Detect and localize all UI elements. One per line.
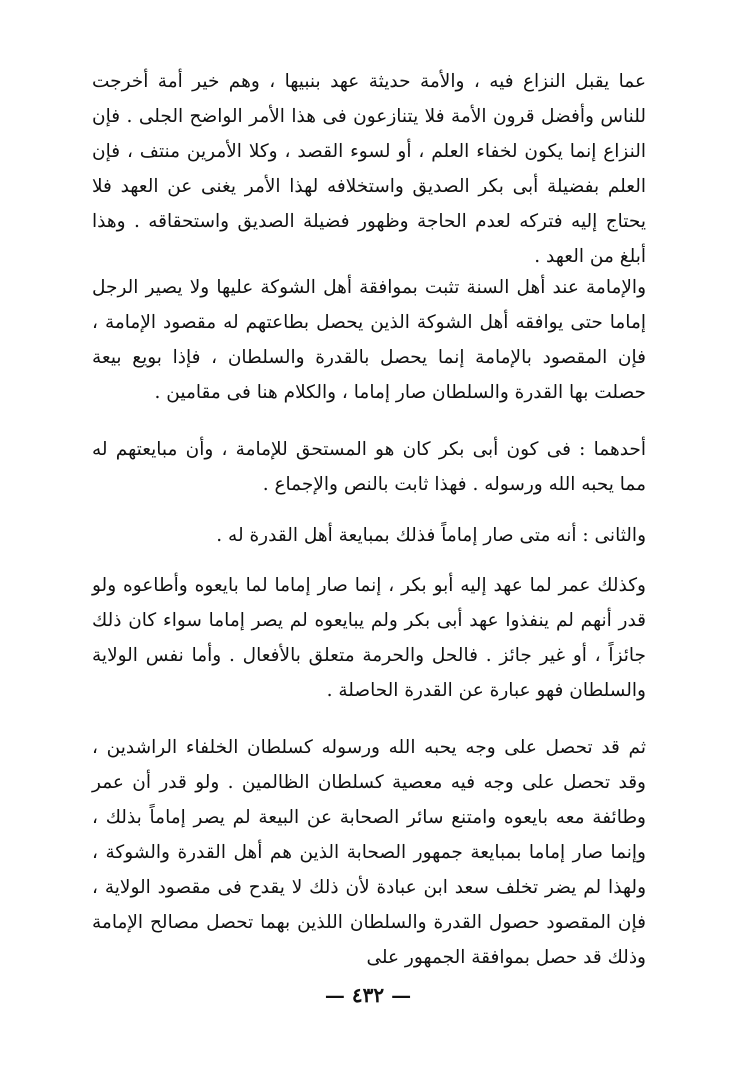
paragraph-5 — [92, 568, 646, 708]
page-number: — ٤٣٢ — — [324, 983, 412, 1007]
paragraph-text: أحدهما : فى كون أبى بكر كان هو المستحق للإمامة ، وأن مبايعتهم له مما يحبه الله ورسوله . فهذا ثابت بالنص والإجماع . — [92, 439, 646, 495]
paragraph-text: والثانى : أنه متى صار إماماً فذلك بمبايعة أهل القدرة له . — [216, 525, 646, 546]
paragraph-text: والإمامة عند أهل السنة تثبت بموافقة أهل الشوكة عليها ولا يصير الرجل إماما حتى يوافقه أهل الشوكة الذين يحصل بطاعتهم له مقصود الإمامة ، فإن المقصود بالإمامة إنما يحصل بالقدرة والسلطان ، فإذا بويع بيعة حصلت بها القدرة والسلطان صار إماما ، والكلام هنا فى مقامين . — [92, 277, 646, 403]
paragraph-text: وكذلك عمر لما عهد إليه أبو بكر ، إنما صار إماما لما بايعوه وأطاعوه ولو قدر أنهم لم ينفذوا عهد أبى بكر ولم يبايعوه لم يصر إماما سواء كان ذلك جائزاً ، أو غير جائز . فالحل والحرمة متعلق بالأفعال . وأما نفس الولاية والسلطان فهو عبارة عن القدرة الحاصلة . — [92, 575, 646, 701]
paragraph-2 — [92, 270, 646, 410]
paragraph-3 — [92, 432, 646, 502]
paragraph-text: عما يقبل النزاع فيه ، والأمة حديثة عهد بنبيها ، وهم خير أمة أخرجت للناس وأفضل قرون الأمة فلا يتنازعون فى هذا الأمر الواضح الجلى . فإن النزاع إنما يكون لخفاء العلم ، أو لسوء القصد ، وكلا الأمرين منتف ، فإن العلم بفضيلة أبى بكر الصديق واستخلافه لهذا الأمر يغنى عن العهد فلا يحتاج إليه فتركه لعدم الحاجة وظهور فضيلة الصديق واستحقاقه . وهذا أبلغ من العهد . — [92, 71, 646, 267]
paragraph-4 — [92, 518, 646, 553]
paragraph-1 — [92, 64, 646, 274]
paragraph-text: ثم قد تحصل على وجه يحبه الله ورسوله كسلطان الخلفاء الراشدين ، وقد تحصل على وجه فيه معصية كسلطان الظالمين . ولو قدر أن عمر وطائفة معه بايعوه وامتنع سائر الصحابة عن البيعة لم يصر إماماً بذلك ، وإنما صار إماما بمبايعة جمهور الصحابة الذين هم أهل القدرة والشوكة ، ولهذا لم يضر تخلف سعد ابن عبادة لأن ذلك لا يقدح فى مقصود الولاية ، فإن المقصود حصول القدرة والسلطان اللذين بهما تحصل مصالح الإمامة وذلك قد حصل بموافقة الجمهور على — [92, 737, 646, 968]
paragraph-6 — [92, 730, 646, 975]
